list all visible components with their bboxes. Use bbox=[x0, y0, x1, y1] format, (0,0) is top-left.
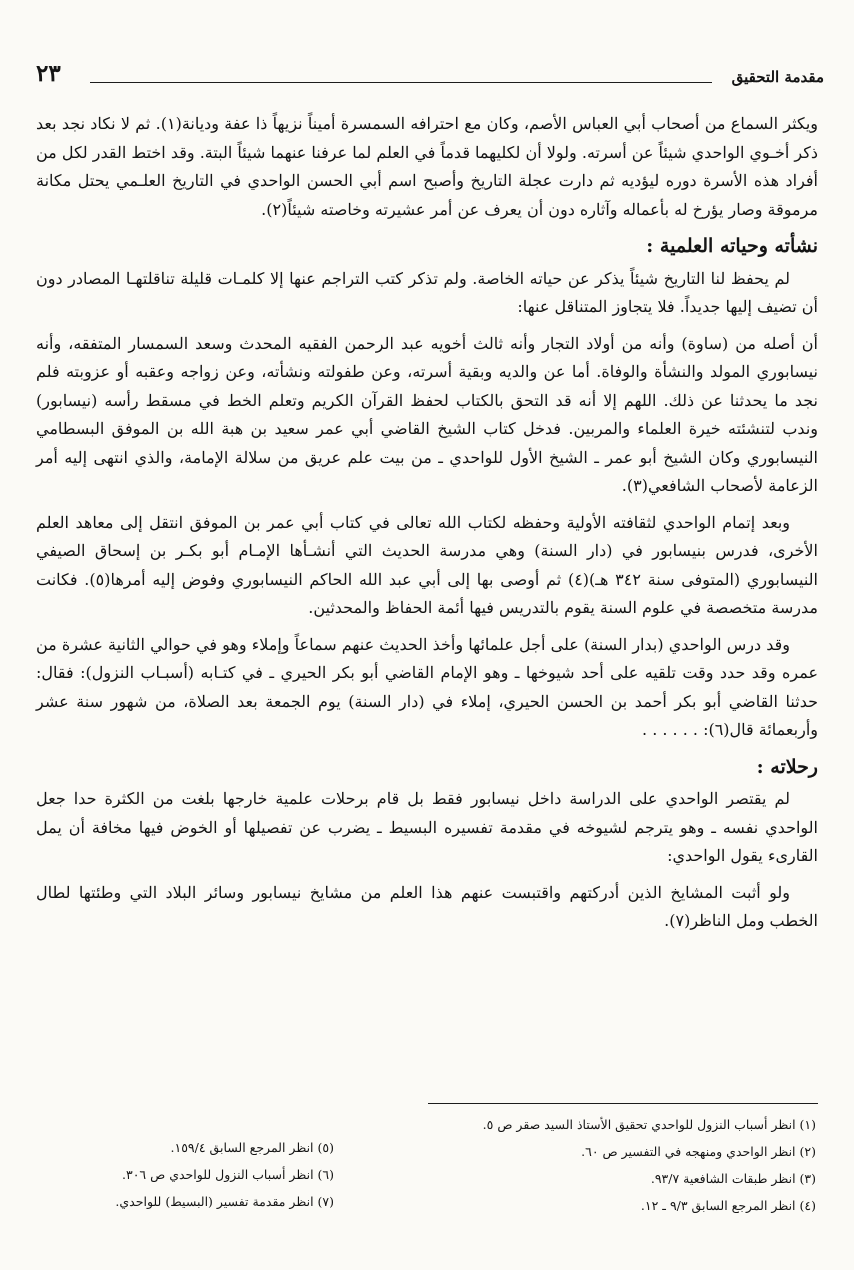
footnote-6: (٦) انظر أسباب النزول للواحدي ص ٣٠٦. bbox=[122, 1167, 334, 1182]
footnotes-right-column bbox=[416, 1111, 816, 1219]
paragraph: أن أصله من (ساوة) وأنه من أولاد التجار وأنه ثالث أخويه عبد الرحمن الفقيه المحدث وسعد السمسار المتفقه، وأنه نيسابوري المولد والنشأة والوفاة. أما عن والديه وبقية أسرته، وعن طفولته ونشأته، وعن زواجه وعقبه أو عزوبته فلم نجد ما يحدثنا عن ذلك. اللهم إلا أنه قد التحق بالكتاب لحفظ القرآن الكريم وتعلم الخط في مسقط رأسه (نيسابور) وندب لتنشئته خيرة العلماء والمربين. فدخل كتاب الشيخ القاضي أبي عمر سعيد بن هبة الله بن الموفق البسطامي النيسابوري وكان الشيخ أبو عمر ـ الشيخ الأول للواحدي ـ من بيت علم عريق من سلالة الإمامة، والذي انتهى إليه أمر الزعامة لأصحاب الشافعي(٣). bbox=[36, 333, 819, 495]
footnote-4: (٤) انظر المرجع السابق ٩/٣ ـ ١٢. bbox=[640, 1198, 816, 1213]
section-heading-travels: رحلاته : bbox=[756, 755, 818, 778]
main-text bbox=[36, 110, 818, 944]
footnote-rule bbox=[428, 1103, 818, 1104]
section-heading-upbringing: نشأته وحياته العلمية : bbox=[646, 235, 818, 257]
footnote-3: (٣) انظر طبقات الشافعية ٩٣/٧. bbox=[650, 1171, 816, 1186]
page-number: ٢٣ bbox=[36, 60, 61, 87]
paragraph: لم يحفظ لنا التاريخ شيئاً يذكر عن حياته الخاصة. ولم تذكر كتب التراجم عنها إلا كلمـات قليلة تناقلتهـا المصادر دون أن تضيف إليها جديداً. فلا يتجاوز المتناقل عنها: bbox=[36, 268, 818, 316]
paragraph: ويكثر السماع من أصحاب أبي العباس الأصم، وكان مع احترافه السمسرة أميناً نزيهاً ذا عفة وديانة(١). ثم لا نكاد نجد بعد ذكر أخـوي الواحدي شيئاً عن أسرته. ولولا أن لكليهما قدماً في العلم لما عرفنا عنهما شيئاً البتة. وقد اختط القدر لكل من أفراد هذه الأسرة دوره ليؤديه ثم دارت عجلة التاريخ وأصبح اسم أبي الحسن الواحدي في التاريخ العلـمي يحتل مكانة مرموقة وصار يؤرخ له بأعماله وآثاره دون أن يعرف عن أمر عشيرته وخاصته شيئاً(٢). bbox=[36, 114, 818, 219]
paragraph: وبعد إتمام الواحدي لثقافته الأولية وحفظه لكتاب الله تعالى في كتاب أبي عمر بن الموفق انتقل إلى معاهد العلم الأخرى، فدرس بنيسابور في (دار السنة) وهي مدرسة الحديث التي أنشـأها الإمـام أبو بكـر بن إسحاق الصيفي النيسابوري (المتوفى سنة ٣٤٢ هـ)(٤) ثم أوصى بها إلى أبي عبد الله الحاكم النيسابوري وفوض إليه أمرها(٥). فكانت مدرسة متخصصة في علوم السنة يقوم بالتدريس فيها أئمة الحفاظ والمحدثين. bbox=[36, 512, 819, 617]
footnote-1: (١) انظر أسباب النزول للواحدي تحقيق الأستاذ السيد صقر ص ٥. bbox=[482, 1117, 816, 1132]
header-rule bbox=[90, 82, 712, 83]
page-header bbox=[28, 60, 824, 94]
paragraph: وقد درس الواحدي (بدار السنة) على أجل علمائها وأخذ الحديث عنهم سماعاً وإملاء وهو في حوالي الثانية عشرة من عمره وقد حدد وقت تلقيه على أحد شيوخها ـ وهو الإمام القاضي أبو بكر الحيري ـ في كتـابه (أسبـاب النزول): فقال: حدثنا القاضي أبو بكر أحمد بن الحسن الحيري، إملاء في (دار السنة) يوم الجمعة بعد الصلاة، من شهور سنة عشر وأربعمائة قال(٦): . . . . . . bbox=[36, 634, 819, 739]
running-title: مقدمة التحقيق bbox=[731, 68, 824, 86]
footnote-5: (٥) انظر المرجع السابق ١٥٩/٤. bbox=[170, 1140, 334, 1155]
footnotes-left-column bbox=[34, 1134, 334, 1215]
paragraph-quote: ولو أثبت المشايخ الذين أدركتهم واقتبست عنهم هذا العلم من مشايخ نيسابور وسائر البلاد التي وطئتها لطال الخطب ومل الناظر(٧). bbox=[36, 882, 818, 930]
footnote-7: (٧) انظر مقدمة تفسير (البسيط) للواحدي. bbox=[115, 1194, 334, 1209]
paragraph: لم يقتصر الواحدي على الدراسة داخل نيسابور فقط بل قام برحلات علمية خارجها بلغت من الكثرة حدا جعل الواحدي نفسه ـ وهو يترجم لشيوخه في مقدمة تفسيره البسيط ـ يضرب عن تفصيلها أو الخوض فيها مخافة أن يمل القارىء يقول الواحدي: bbox=[36, 789, 818, 865]
footnote-2: (٢) انظر الواحدي ومنهجه في التفسير ص ٦٠. bbox=[581, 1144, 816, 1159]
